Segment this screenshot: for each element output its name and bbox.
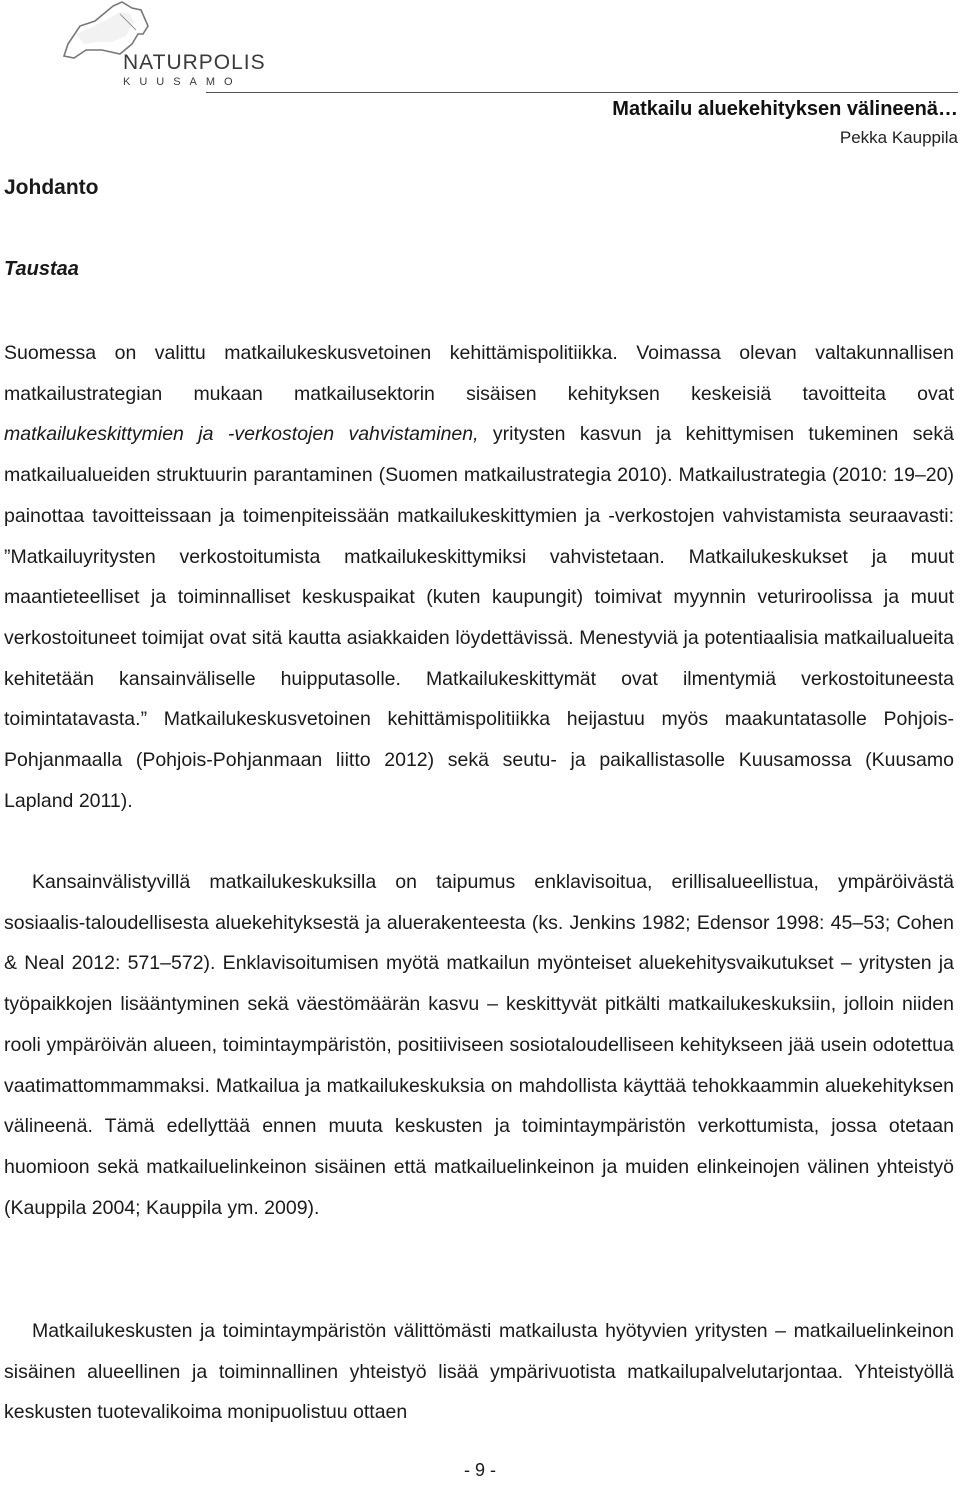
paragraph-2 bbox=[4, 862, 954, 1228]
page-number: - 9 - bbox=[463, 1460, 496, 1480]
header-rule bbox=[206, 92, 958, 93]
paragraph-2-text: Kansainvälistyvillä matkailukeskuksilla on taipumus enklavisoitua, erillisalueellistua, ympäröivästä sosiaalis-taloudellisesta aluekehityksestä ja aluerakenteesta (ks. Jenkins 1982; Edensor 1998: 45–53; Cohen & Neal 2012: 571–572). Enklavisoitumisen myötä matkailun myönteiset aluekehitysvaikutukset – yritysten ja työpaikkojen lisääntyminen sekä väestömäärän kasvu – keskittyvät pitkälti matkailukeskuksiin, jolloin niiden rooli ympäröivän alueen, toimintaympäristön, positiiviseen sosiotaloudelliseen kehitykseen jää usein odotettua vaatimattommammaksi. Matkailua ja matkailukeskuksia on mahdollista käyttää tehokkaammin aluekehityksen välineenä. Tämä edellyttää ennen muuta keskusten ja toimintaympäristön verkottumista, jossa otetaan huomioon sekä matkailuelinkeinon sisäinen että matkailuelinkeinon ja muiden elinkeinojen välinen yhteistyö (Kauppila 2004; Kauppila ym. 2009). bbox=[4, 871, 954, 1219]
subsection-heading: Taustaa bbox=[4, 258, 79, 280]
logo-subtitle: KUUSAMO bbox=[123, 76, 242, 88]
paragraph-1-part-2: yritysten kasvun ja kehittymisen tukeminen sekä matkailualueiden struktuurin parantaminen (Suomen matkailustrategia 2010). Matkailustrategia (2010: 19–20) painottaa tavoitteissaan ja toimenpiteissään matkailukeskittymien ja -verkostojen vahvistamista seuraavasti: ”Matkailuyritysten verkostoitumista matkailukeskittymiksi vahvistetaan. Matkailukeskukset ja muut maantieteelliset ja toiminnalliset keskuspaikat (kuten kaupungit) toimivat myynnin veturiroolissa ja muut verkostoituneet toimijat ovat sitä kautta asiakkaiden löydettävissä. Menestyviä ja potentiaalisia matkailualueita kehitetään kansainväliselle huipputasolle. Matkailukeskittymät ovat ilmentymiä verkostoituneesta toimintatavasta.” Matkailukeskusvetoinen kehittämispolitiikka heijastuu myös maakuntatasolle Pohjois-Pohjanmaalla (Pohjois-Pohjanmaan liitto 2012) sekä seutu- ja paikallistasolle Kuusamossa (Kuusamo Lapland 2011). bbox=[4, 423, 954, 812]
logo-name: NATURPOLIS bbox=[123, 51, 266, 74]
document-title: Matkailu aluekehityksen välineenä… bbox=[612, 98, 958, 120]
naturpolis-logo bbox=[50, 0, 266, 100]
paragraph-3-text: Matkailukeskusten ja toimintaympäristön välittömästi matkailusta hyötyvien yritysten – matkailuelinkeinon sisäinen alueellinen ja toiminnallinen yhteistyö lisää ympärivuotista matkailupalvelutarjontaa. Yhteistyöllä keskusten tuotevalikoima monipuolistuu ottaen bbox=[4, 1320, 954, 1424]
paragraph-1-part-1: Suomessa on valittu matkailukeskusvetoinen kehittämispolitiikka. Voimassa olevan valtakunnallisen matkailustrategian mukaan matkailusektorin sisäisen kehityksen keskeisiä tavoitteita ovat bbox=[4, 342, 954, 405]
paragraph-1 bbox=[4, 333, 954, 821]
section-heading: Johdanto bbox=[4, 176, 99, 199]
paragraph-3 bbox=[4, 1311, 954, 1433]
document-author: Pekka Kauppila bbox=[839, 128, 958, 147]
paragraph-1-emphasis: matkailukeskittymien ja -verkostojen vahvistaminen, bbox=[4, 423, 479, 446]
